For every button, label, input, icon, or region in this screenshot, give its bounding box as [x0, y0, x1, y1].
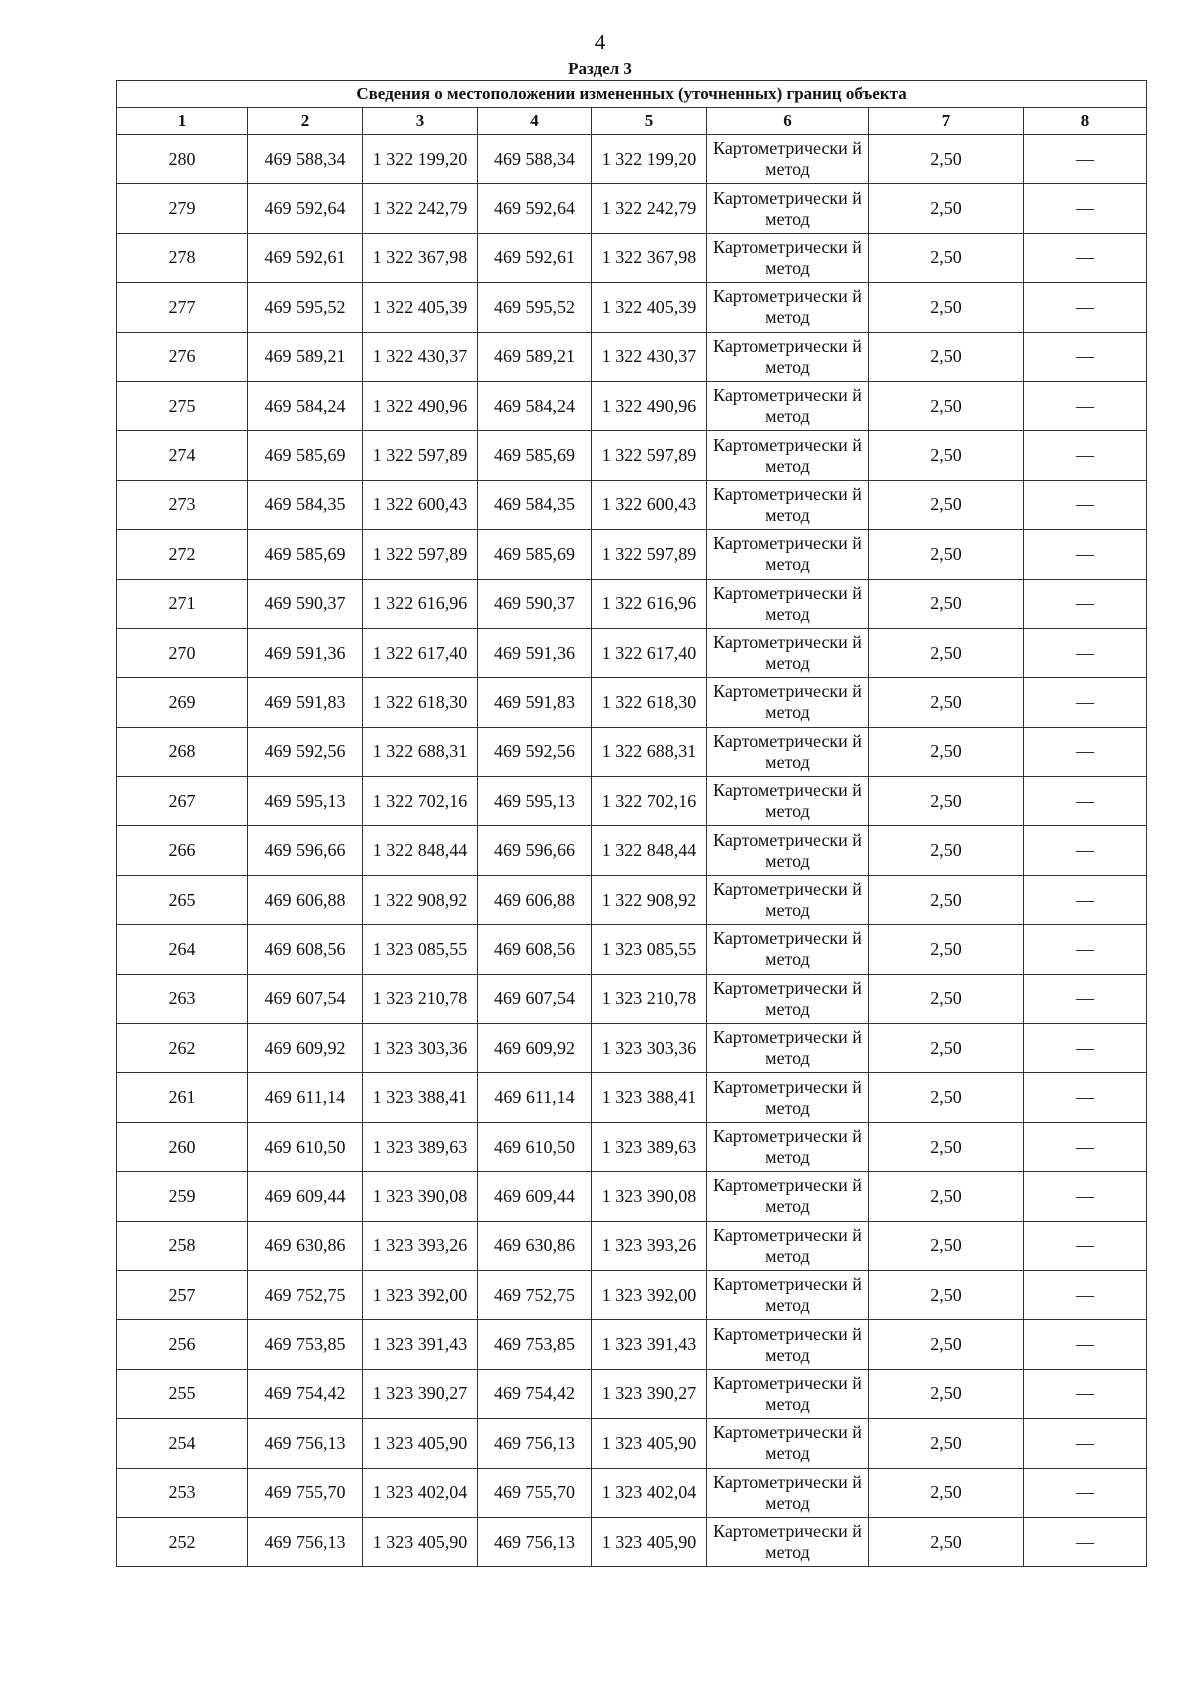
method-cell: Картометрически й метод — [707, 233, 869, 282]
x-refined-cell: 469 589,21 — [478, 332, 592, 381]
description-cell: — — [1024, 1122, 1147, 1171]
y-refined-cell: 1 322 618,30 — [592, 678, 707, 727]
y-refined-cell: 1 322 242,79 — [592, 184, 707, 233]
table-row — [117, 530, 1147, 579]
point-number-cell: 280 — [117, 135, 248, 184]
table-row — [117, 1122, 1147, 1171]
point-number-cell: 276 — [117, 332, 248, 381]
description-cell: — — [1024, 1221, 1147, 1270]
method-cell: Картометрически й метод — [707, 826, 869, 875]
description-cell: — — [1024, 431, 1147, 480]
accuracy-cell: 2,50 — [869, 1270, 1024, 1319]
section-title: Раздел 3 — [568, 59, 632, 78]
y-existing-cell: 1 322 199,20 — [363, 135, 478, 184]
accuracy-cell: 2,50 — [869, 925, 1024, 974]
description-cell: — — [1024, 1419, 1147, 1468]
y-refined-cell: 1 322 617,40 — [592, 628, 707, 677]
point-number-cell: 269 — [117, 678, 248, 727]
table-row — [117, 1024, 1147, 1073]
point-number-cell: 263 — [117, 974, 248, 1023]
table-row — [117, 1172, 1147, 1221]
column-number-2: 2 — [248, 108, 363, 135]
table-row — [117, 1320, 1147, 1369]
x-existing-cell: 469 590,37 — [248, 579, 363, 628]
y-existing-cell: 1 323 390,08 — [363, 1172, 478, 1221]
accuracy-cell: 2,50 — [869, 480, 1024, 529]
point-number-cell: 258 — [117, 1221, 248, 1270]
table-row — [117, 1468, 1147, 1517]
y-existing-cell: 1 323 393,26 — [363, 1221, 478, 1270]
method-cell: Картометрически й метод — [707, 1172, 869, 1221]
y-refined-cell: 1 323 390,08 — [592, 1172, 707, 1221]
point-number-cell: 260 — [117, 1122, 248, 1171]
y-refined-cell: 1 323 393,26 — [592, 1221, 707, 1270]
accuracy-cell: 2,50 — [869, 579, 1024, 628]
point-number-cell: 252 — [117, 1517, 248, 1566]
y-existing-cell: 1 322 600,43 — [363, 480, 478, 529]
point-number-cell: 264 — [117, 925, 248, 974]
x-refined-cell: 469 754,42 — [478, 1369, 592, 1418]
point-number-cell: 261 — [117, 1073, 248, 1122]
method-cell: Картометрически й метод — [707, 1320, 869, 1369]
x-refined-cell: 469 752,75 — [478, 1270, 592, 1319]
accuracy-cell: 2,50 — [869, 135, 1024, 184]
description-cell: — — [1024, 1369, 1147, 1418]
x-existing-cell: 469 756,13 — [248, 1419, 363, 1468]
x-existing-cell: 469 752,75 — [248, 1270, 363, 1319]
description-cell: — — [1024, 678, 1147, 727]
y-refined-cell: 1 322 490,96 — [592, 381, 707, 430]
table-row — [117, 727, 1147, 776]
point-number-cell: 275 — [117, 381, 248, 430]
point-number-cell: 266 — [117, 826, 248, 875]
accuracy-cell: 2,50 — [869, 875, 1024, 924]
accuracy-cell: 2,50 — [869, 777, 1024, 826]
x-existing-cell: 469 754,42 — [248, 1369, 363, 1418]
description-cell: — — [1024, 332, 1147, 381]
x-refined-cell: 469 596,66 — [478, 826, 592, 875]
method-cell: Картометрически й метод — [707, 1270, 869, 1319]
point-number-cell: 256 — [117, 1320, 248, 1369]
accuracy-cell: 2,50 — [869, 381, 1024, 430]
column-number-7: 7 — [869, 108, 1024, 135]
accuracy-cell: 2,50 — [869, 974, 1024, 1023]
y-existing-cell: 1 322 405,39 — [363, 283, 478, 332]
y-existing-cell: 1 322 490,96 — [363, 381, 478, 430]
x-refined-cell: 469 592,64 — [478, 184, 592, 233]
x-existing-cell: 469 608,56 — [248, 925, 363, 974]
y-refined-cell: 1 323 402,04 — [592, 1468, 707, 1517]
method-cell: Картометрически й метод — [707, 1419, 869, 1468]
y-refined-cell: 1 322 199,20 — [592, 135, 707, 184]
x-existing-cell: 469 630,86 — [248, 1221, 363, 1270]
accuracy-cell: 2,50 — [869, 1024, 1024, 1073]
x-existing-cell: 469 755,70 — [248, 1468, 363, 1517]
table-row — [117, 1419, 1147, 1468]
accuracy-cell: 2,50 — [869, 678, 1024, 727]
y-existing-cell: 1 322 702,16 — [363, 777, 478, 826]
column-number-8: 8 — [1024, 108, 1147, 135]
x-refined-cell: 469 756,13 — [478, 1419, 592, 1468]
y-refined-cell: 1 323 391,43 — [592, 1320, 707, 1369]
y-refined-cell: 1 323 389,63 — [592, 1122, 707, 1171]
point-number-cell: 265 — [117, 875, 248, 924]
y-refined-cell: 1 322 848,44 — [592, 826, 707, 875]
method-cell: Картометрически й метод — [707, 1369, 869, 1418]
y-existing-cell: 1 323 389,63 — [363, 1122, 478, 1171]
y-existing-cell: 1 323 303,36 — [363, 1024, 478, 1073]
accuracy-cell: 2,50 — [869, 1221, 1024, 1270]
x-refined-cell: 469 608,56 — [478, 925, 592, 974]
description-cell: — — [1024, 579, 1147, 628]
y-refined-cell: 1 323 405,90 — [592, 1419, 707, 1468]
column-number-row — [117, 108, 1147, 135]
method-cell: Картометрически й метод — [707, 1468, 869, 1517]
column-number-5: 5 — [592, 108, 707, 135]
x-existing-cell: 469 585,69 — [248, 530, 363, 579]
description-cell: — — [1024, 974, 1147, 1023]
table-row — [117, 233, 1147, 282]
x-existing-cell: 469 596,66 — [248, 826, 363, 875]
point-number-cell: 268 — [117, 727, 248, 776]
x-refined-cell: 469 609,44 — [478, 1172, 592, 1221]
method-cell: Картометрически й метод — [707, 1517, 869, 1566]
x-refined-cell: 469 595,13 — [478, 777, 592, 826]
coordinates-table — [116, 80, 1147, 1567]
x-existing-cell: 469 595,52 — [248, 283, 363, 332]
table-row — [117, 135, 1147, 184]
method-cell: Картометрически й метод — [707, 530, 869, 579]
x-existing-cell: 469 611,14 — [248, 1073, 363, 1122]
y-refined-cell: 1 322 597,89 — [592, 431, 707, 480]
y-existing-cell: 1 323 391,43 — [363, 1320, 478, 1369]
method-cell: Картометрически й метод — [707, 1073, 869, 1122]
y-refined-cell: 1 322 367,98 — [592, 233, 707, 282]
table-row — [117, 431, 1147, 480]
accuracy-cell: 2,50 — [869, 431, 1024, 480]
x-refined-cell: 469 585,69 — [478, 530, 592, 579]
x-refined-cell: 469 591,36 — [478, 628, 592, 677]
method-cell: Картометрически й метод — [707, 283, 869, 332]
point-number-cell: 255 — [117, 1369, 248, 1418]
column-number-4: 4 — [478, 108, 592, 135]
point-number-cell: 257 — [117, 1270, 248, 1319]
x-existing-cell: 469 756,13 — [248, 1517, 363, 1566]
description-cell: — — [1024, 1270, 1147, 1319]
x-refined-cell: 469 606,88 — [478, 875, 592, 924]
accuracy-cell: 2,50 — [869, 628, 1024, 677]
method-cell: Картометрически й метод — [707, 135, 869, 184]
table-row — [117, 1270, 1147, 1319]
accuracy-cell: 2,50 — [869, 184, 1024, 233]
point-number-cell: 272 — [117, 530, 248, 579]
point-number-cell: 271 — [117, 579, 248, 628]
y-existing-cell: 1 322 597,89 — [363, 431, 478, 480]
column-number-3: 3 — [363, 108, 478, 135]
table-row — [117, 875, 1147, 924]
table-row — [117, 332, 1147, 381]
x-existing-cell: 469 595,13 — [248, 777, 363, 826]
y-existing-cell: 1 323 402,04 — [363, 1468, 478, 1517]
y-refined-cell: 1 323 392,00 — [592, 1270, 707, 1319]
table-row — [117, 678, 1147, 727]
method-cell: Картометрически й метод — [707, 974, 869, 1023]
accuracy-cell: 2,50 — [869, 1419, 1024, 1468]
y-existing-cell: 1 323 085,55 — [363, 925, 478, 974]
x-refined-cell: 469 588,34 — [478, 135, 592, 184]
point-number-cell: 274 — [117, 431, 248, 480]
table-row — [117, 1221, 1147, 1270]
x-refined-cell: 469 630,86 — [478, 1221, 592, 1270]
accuracy-cell: 2,50 — [869, 826, 1024, 875]
x-existing-cell: 469 609,44 — [248, 1172, 363, 1221]
x-existing-cell: 469 610,50 — [248, 1122, 363, 1171]
x-existing-cell: 469 589,21 — [248, 332, 363, 381]
x-refined-cell: 469 611,14 — [478, 1073, 592, 1122]
y-existing-cell: 1 322 367,98 — [363, 233, 478, 282]
table-row — [117, 974, 1147, 1023]
y-existing-cell: 1 322 848,44 — [363, 826, 478, 875]
description-cell: — — [1024, 628, 1147, 677]
y-refined-cell: 1 323 390,27 — [592, 1369, 707, 1418]
table-row — [117, 1517, 1147, 1566]
point-number-cell: 262 — [117, 1024, 248, 1073]
x-existing-cell: 469 592,64 — [248, 184, 363, 233]
description-cell: — — [1024, 283, 1147, 332]
description-cell: — — [1024, 1517, 1147, 1566]
x-refined-cell: 469 591,83 — [478, 678, 592, 727]
y-existing-cell: 1 322 616,96 — [363, 579, 478, 628]
description-cell: — — [1024, 925, 1147, 974]
y-existing-cell: 1 323 390,27 — [363, 1369, 478, 1418]
x-refined-cell: 469 607,54 — [478, 974, 592, 1023]
point-number-cell: 279 — [117, 184, 248, 233]
table-row — [117, 480, 1147, 529]
x-existing-cell: 469 584,24 — [248, 381, 363, 430]
y-refined-cell: 1 323 210,78 — [592, 974, 707, 1023]
x-refined-cell: 469 609,92 — [478, 1024, 592, 1073]
method-cell: Картометрически й метод — [707, 332, 869, 381]
method-cell: Картометрически й метод — [707, 480, 869, 529]
point-number-cell: 278 — [117, 233, 248, 282]
table-row — [117, 381, 1147, 430]
x-refined-cell: 469 584,24 — [478, 381, 592, 430]
column-number-6: 6 — [707, 108, 869, 135]
description-cell: — — [1024, 875, 1147, 924]
description-cell: — — [1024, 381, 1147, 430]
y-existing-cell: 1 323 405,90 — [363, 1419, 478, 1468]
y-existing-cell: 1 322 617,40 — [363, 628, 478, 677]
point-number-cell: 270 — [117, 628, 248, 677]
y-existing-cell: 1 322 618,30 — [363, 678, 478, 727]
x-refined-cell: 469 753,85 — [478, 1320, 592, 1369]
y-existing-cell: 1 322 688,31 — [363, 727, 478, 776]
y-refined-cell: 1 322 405,39 — [592, 283, 707, 332]
table-row — [117, 184, 1147, 233]
accuracy-cell: 2,50 — [869, 1468, 1024, 1517]
table-body — [117, 135, 1147, 1567]
point-number-cell: 267 — [117, 777, 248, 826]
table-row — [117, 777, 1147, 826]
accuracy-cell: 2,50 — [869, 1320, 1024, 1369]
table-row — [117, 283, 1147, 332]
y-refined-cell: 1 322 600,43 — [592, 480, 707, 529]
accuracy-cell: 2,50 — [869, 1073, 1024, 1122]
method-cell: Картометрически й метод — [707, 381, 869, 430]
y-refined-cell: 1 322 688,31 — [592, 727, 707, 776]
description-cell: — — [1024, 135, 1147, 184]
x-refined-cell: 469 585,69 — [478, 431, 592, 480]
x-refined-cell: 469 755,70 — [478, 1468, 592, 1517]
x-existing-cell: 469 585,69 — [248, 431, 363, 480]
x-refined-cell: 469 610,50 — [478, 1122, 592, 1171]
y-refined-cell: 1 322 908,92 — [592, 875, 707, 924]
y-existing-cell: 1 322 430,37 — [363, 332, 478, 381]
table-row — [117, 925, 1147, 974]
table-row — [117, 579, 1147, 628]
x-refined-cell: 469 584,35 — [478, 480, 592, 529]
y-existing-cell: 1 322 908,92 — [363, 875, 478, 924]
y-refined-cell: 1 322 597,89 — [592, 530, 707, 579]
y-refined-cell: 1 322 430,37 — [592, 332, 707, 381]
description-cell: — — [1024, 1468, 1147, 1517]
method-cell: Картометрически й метод — [707, 678, 869, 727]
column-number-1: 1 — [117, 108, 248, 135]
description-cell: — — [1024, 727, 1147, 776]
description-cell: — — [1024, 1024, 1147, 1073]
description-cell: — — [1024, 826, 1147, 875]
method-cell: Картометрически й метод — [707, 628, 869, 677]
description-cell: — — [1024, 1320, 1147, 1369]
table-row — [117, 1073, 1147, 1122]
y-existing-cell: 1 322 597,89 — [363, 530, 478, 579]
x-existing-cell: 469 591,83 — [248, 678, 363, 727]
y-existing-cell: 1 323 388,41 — [363, 1073, 478, 1122]
x-existing-cell: 469 753,85 — [248, 1320, 363, 1369]
table-caption: Сведения о местоположении измененных (уточненных) границ объекта — [117, 81, 1147, 108]
accuracy-cell: 2,50 — [869, 233, 1024, 282]
x-refined-cell: 469 756,13 — [478, 1517, 592, 1566]
accuracy-cell: 2,50 — [869, 1122, 1024, 1171]
y-refined-cell: 1 322 616,96 — [592, 579, 707, 628]
point-number-cell: 259 — [117, 1172, 248, 1221]
table-row — [117, 628, 1147, 677]
description-cell: — — [1024, 233, 1147, 282]
method-cell: Картометрически й метод — [707, 1024, 869, 1073]
y-existing-cell: 1 323 210,78 — [363, 974, 478, 1023]
description-cell: — — [1024, 1073, 1147, 1122]
accuracy-cell: 2,50 — [869, 1369, 1024, 1418]
x-existing-cell: 469 592,61 — [248, 233, 363, 282]
x-existing-cell: 469 588,34 — [248, 135, 363, 184]
method-cell: Картометрически й метод — [707, 1122, 869, 1171]
method-cell: Картометрически й метод — [707, 184, 869, 233]
x-existing-cell: 469 607,54 — [248, 974, 363, 1023]
accuracy-cell: 2,50 — [869, 1517, 1024, 1566]
y-existing-cell: 1 323 392,00 — [363, 1270, 478, 1319]
method-cell: Картометрически й метод — [707, 579, 869, 628]
description-cell: — — [1024, 530, 1147, 579]
y-existing-cell: 1 322 242,79 — [363, 184, 478, 233]
method-cell: Картометрически й метод — [707, 727, 869, 776]
description-cell: — — [1024, 480, 1147, 529]
x-existing-cell: 469 606,88 — [248, 875, 363, 924]
method-cell: Картометрически й метод — [707, 925, 869, 974]
x-existing-cell: 469 584,35 — [248, 480, 363, 529]
table-row — [117, 826, 1147, 875]
point-number-cell: 277 — [117, 283, 248, 332]
accuracy-cell: 2,50 — [869, 1172, 1024, 1221]
table-row — [117, 1369, 1147, 1418]
y-refined-cell: 1 322 702,16 — [592, 777, 707, 826]
accuracy-cell: 2,50 — [869, 530, 1024, 579]
x-refined-cell: 469 592,56 — [478, 727, 592, 776]
y-refined-cell: 1 323 388,41 — [592, 1073, 707, 1122]
y-existing-cell: 1 323 405,90 — [363, 1517, 478, 1566]
point-number-cell: 253 — [117, 1468, 248, 1517]
x-existing-cell: 469 609,92 — [248, 1024, 363, 1073]
accuracy-cell: 2,50 — [869, 283, 1024, 332]
accuracy-cell: 2,50 — [869, 332, 1024, 381]
x-existing-cell: 469 592,56 — [248, 727, 363, 776]
method-cell: Картометрически й метод — [707, 1221, 869, 1270]
x-refined-cell: 469 590,37 — [478, 579, 592, 628]
y-refined-cell: 1 323 405,90 — [592, 1517, 707, 1566]
y-refined-cell: 1 323 303,36 — [592, 1024, 707, 1073]
method-cell: Картометрически й метод — [707, 777, 869, 826]
method-cell: Картометрически й метод — [707, 875, 869, 924]
accuracy-cell: 2,50 — [869, 727, 1024, 776]
description-cell: — — [1024, 1172, 1147, 1221]
y-refined-cell: 1 323 085,55 — [592, 925, 707, 974]
point-number-cell: 254 — [117, 1419, 248, 1468]
point-number-cell: 273 — [117, 480, 248, 529]
method-cell: Картометрически й метод — [707, 431, 869, 480]
description-cell: — — [1024, 777, 1147, 826]
page-number: 4 — [594, 30, 606, 54]
x-existing-cell: 469 591,36 — [248, 628, 363, 677]
x-refined-cell: 469 592,61 — [478, 233, 592, 282]
description-cell: — — [1024, 184, 1147, 233]
x-refined-cell: 469 595,52 — [478, 283, 592, 332]
